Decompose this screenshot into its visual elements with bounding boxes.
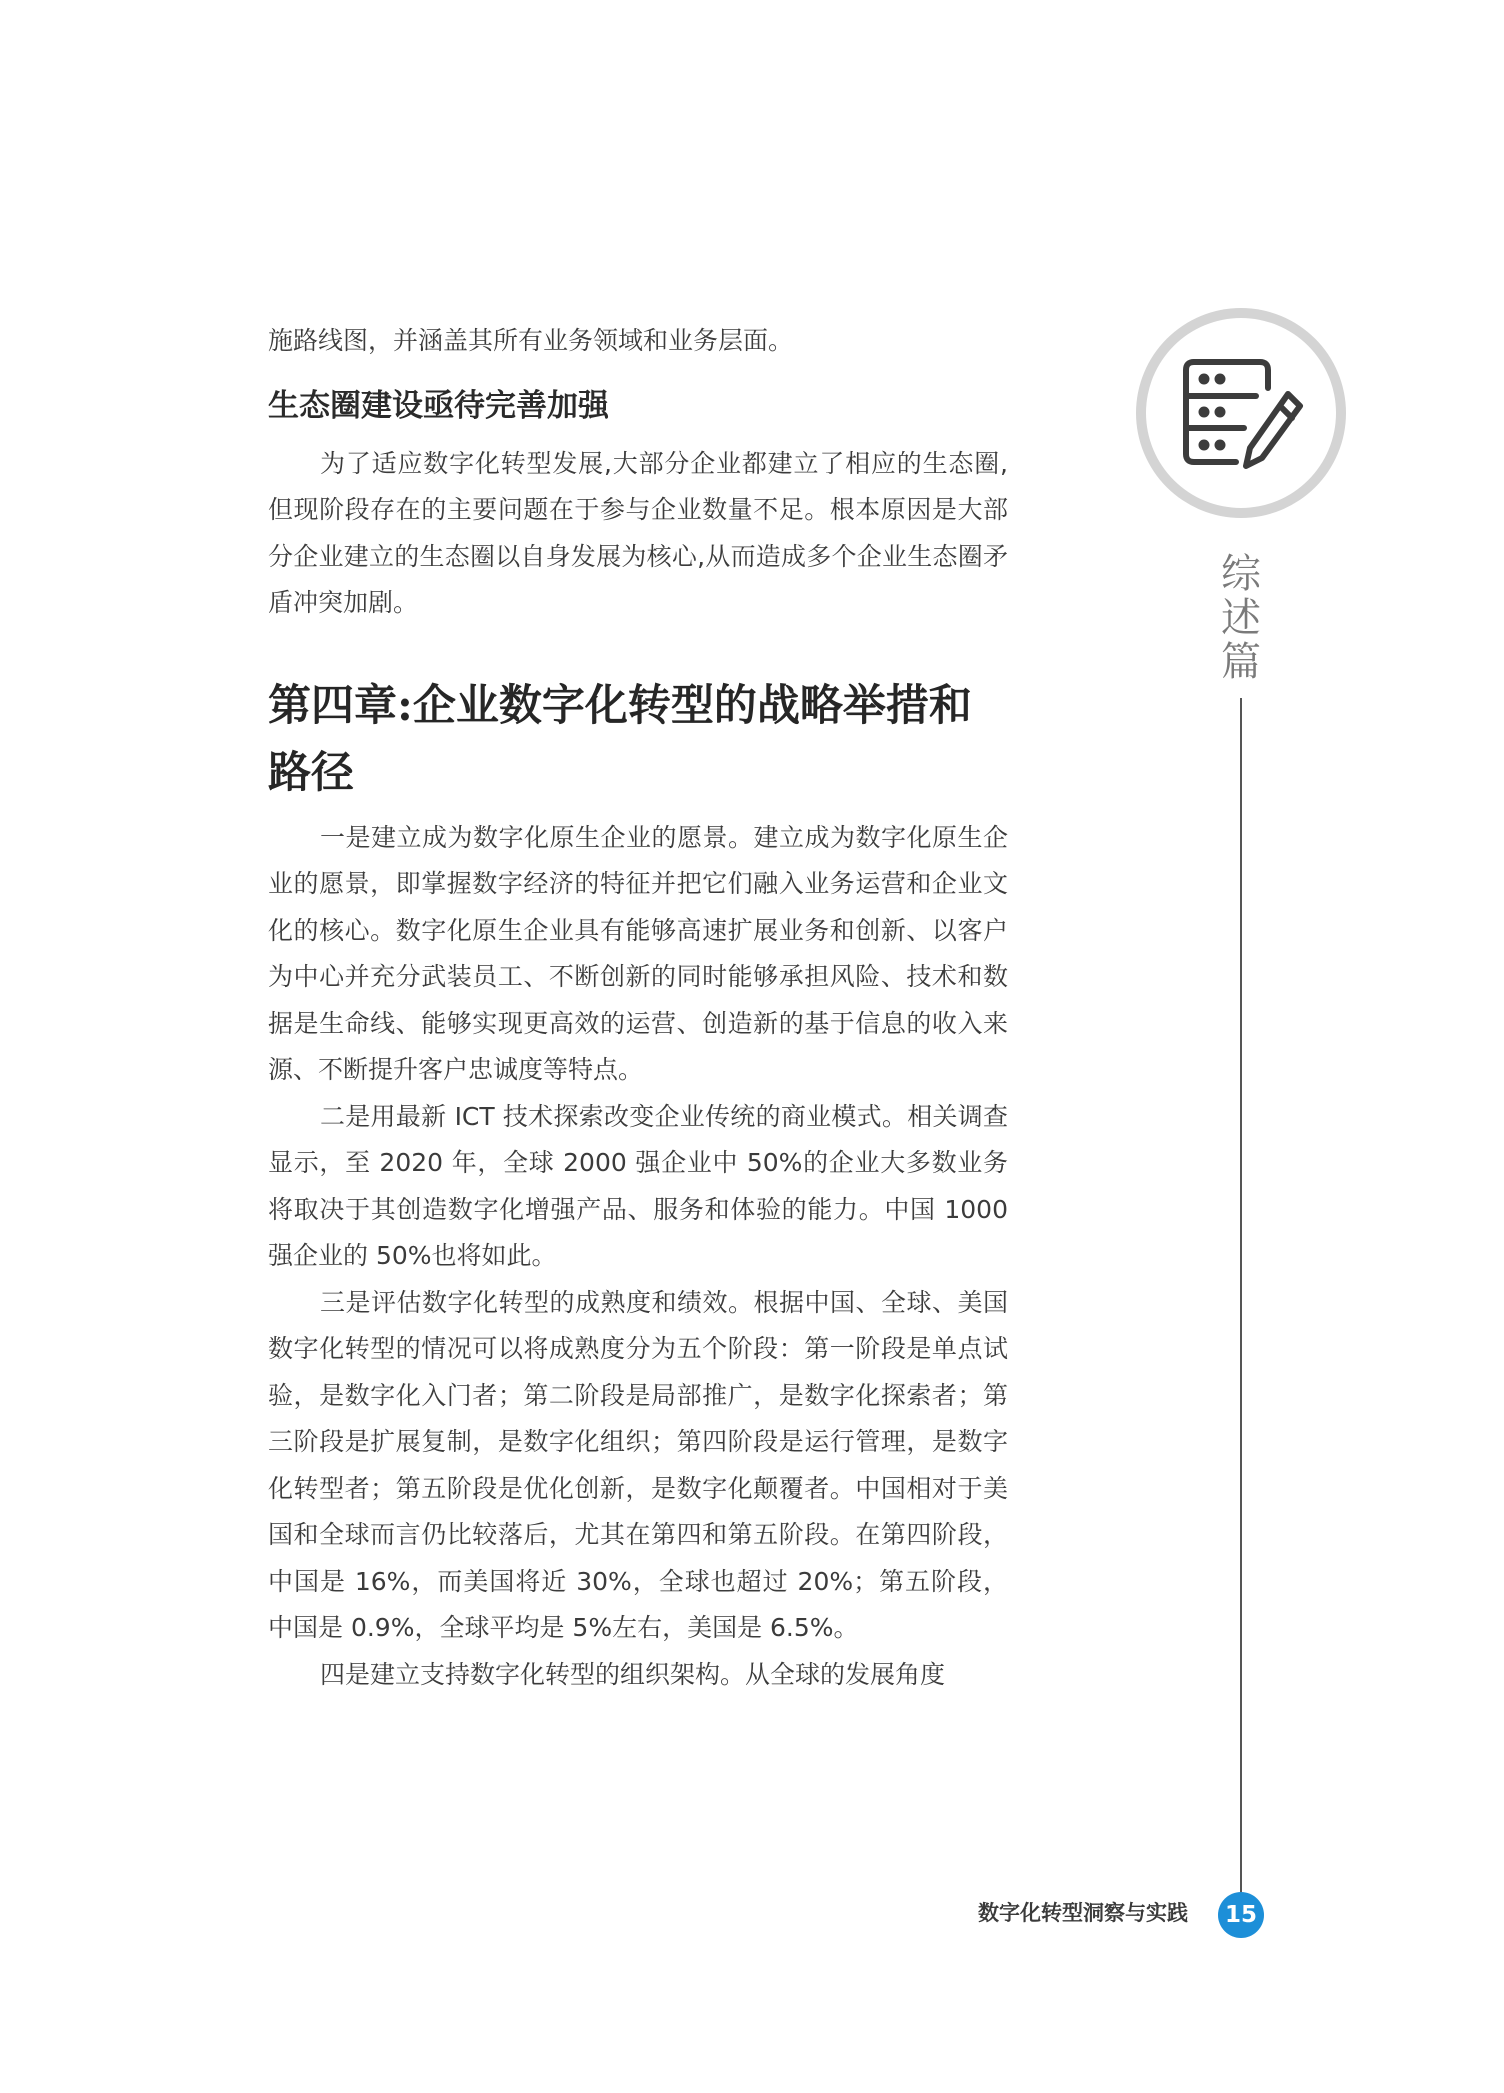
section-label: 综述篇 [1221,551,1261,685]
document-edit-icon [1176,348,1306,478]
paragraph-4: 四是建立支持数字化转型的组织架构。从全球的发展角度 [320,1659,946,1689]
vertical-divider [1240,698,1242,1898]
section-heading: 生态圈建设亟待完善加强 [268,387,609,424]
paragraph-intro: 施路线图，并涵盖其所有业务领域和业务层面。 [268,326,794,355]
footer-book-title: 数字化转型洞察与实践 [978,1901,1188,1925]
paragraph-1: 一是建立成为数字化原生企业的愿景。建立成为数字化原生企业的愿景，即掌握数字经济的特征并把它们融入业务运营和企业文化的核心。数字化原生企业具有能够高速扩展业务和创新、以客户为中心并充分武装员工、不断创新的同时能够承担风险、技术和数据是生命线、能够实现更高效的运营、创造新的基于信息的收入来源、不断提升客户忠诚度等特点。 [268,822,1008,1084]
page-number: 15 [1218,1892,1264,1938]
main-content [268,318,1008,1698]
chapter-badge [1136,308,1346,518]
paragraph-3: 三是评估数字化转型的成熟度和绩效。根据中国、全球、美国数字化转型的情况可以将成熟度分为五个阶段：第一阶段是单点试验，是数字化入门者；第二阶段是局部推广，是数字化探索者；第三阶段是扩展复制，是数字化组织；第四阶段是运行管理，是数字化转型者；第五阶段是优化创新，是数字化颠覆者。中国相对于美国和全球而言仍比较落后，尤其在第四和第五阶段。在第四阶段，中国是 16%，而美国将近 30%，全球也超过 20%；第五阶段，中国是 0.9%，全球平均是 5%左右，美国是 6.5%。 [268,1287,1008,1642]
paragraph-2: 二是用最新 ICT 技术探索改变企业传统的商业模式。相关调查显示，至 2020 年，全球 2000 强企业中 50%的企业大多数业务将取决于其创造数字化增强产品、服务和体验的能力。中国 1000 强企业的 50%也将如此。 [268,1101,1008,1270]
chapter-heading: 第四章:企业数字化转型的战略举措和路径 [268,680,972,798]
paragraph-ecosystem: 为了适应数字化转型发展,大部分企业都建立了相应的生态圈,但现阶段存在的主要问题在于参与企业数量不足。根本原因是大部分企业建立的生态圈以自身发展为核心,从而造成多个企业生态圈矛盾冲突加剧。 [268,448,1008,617]
